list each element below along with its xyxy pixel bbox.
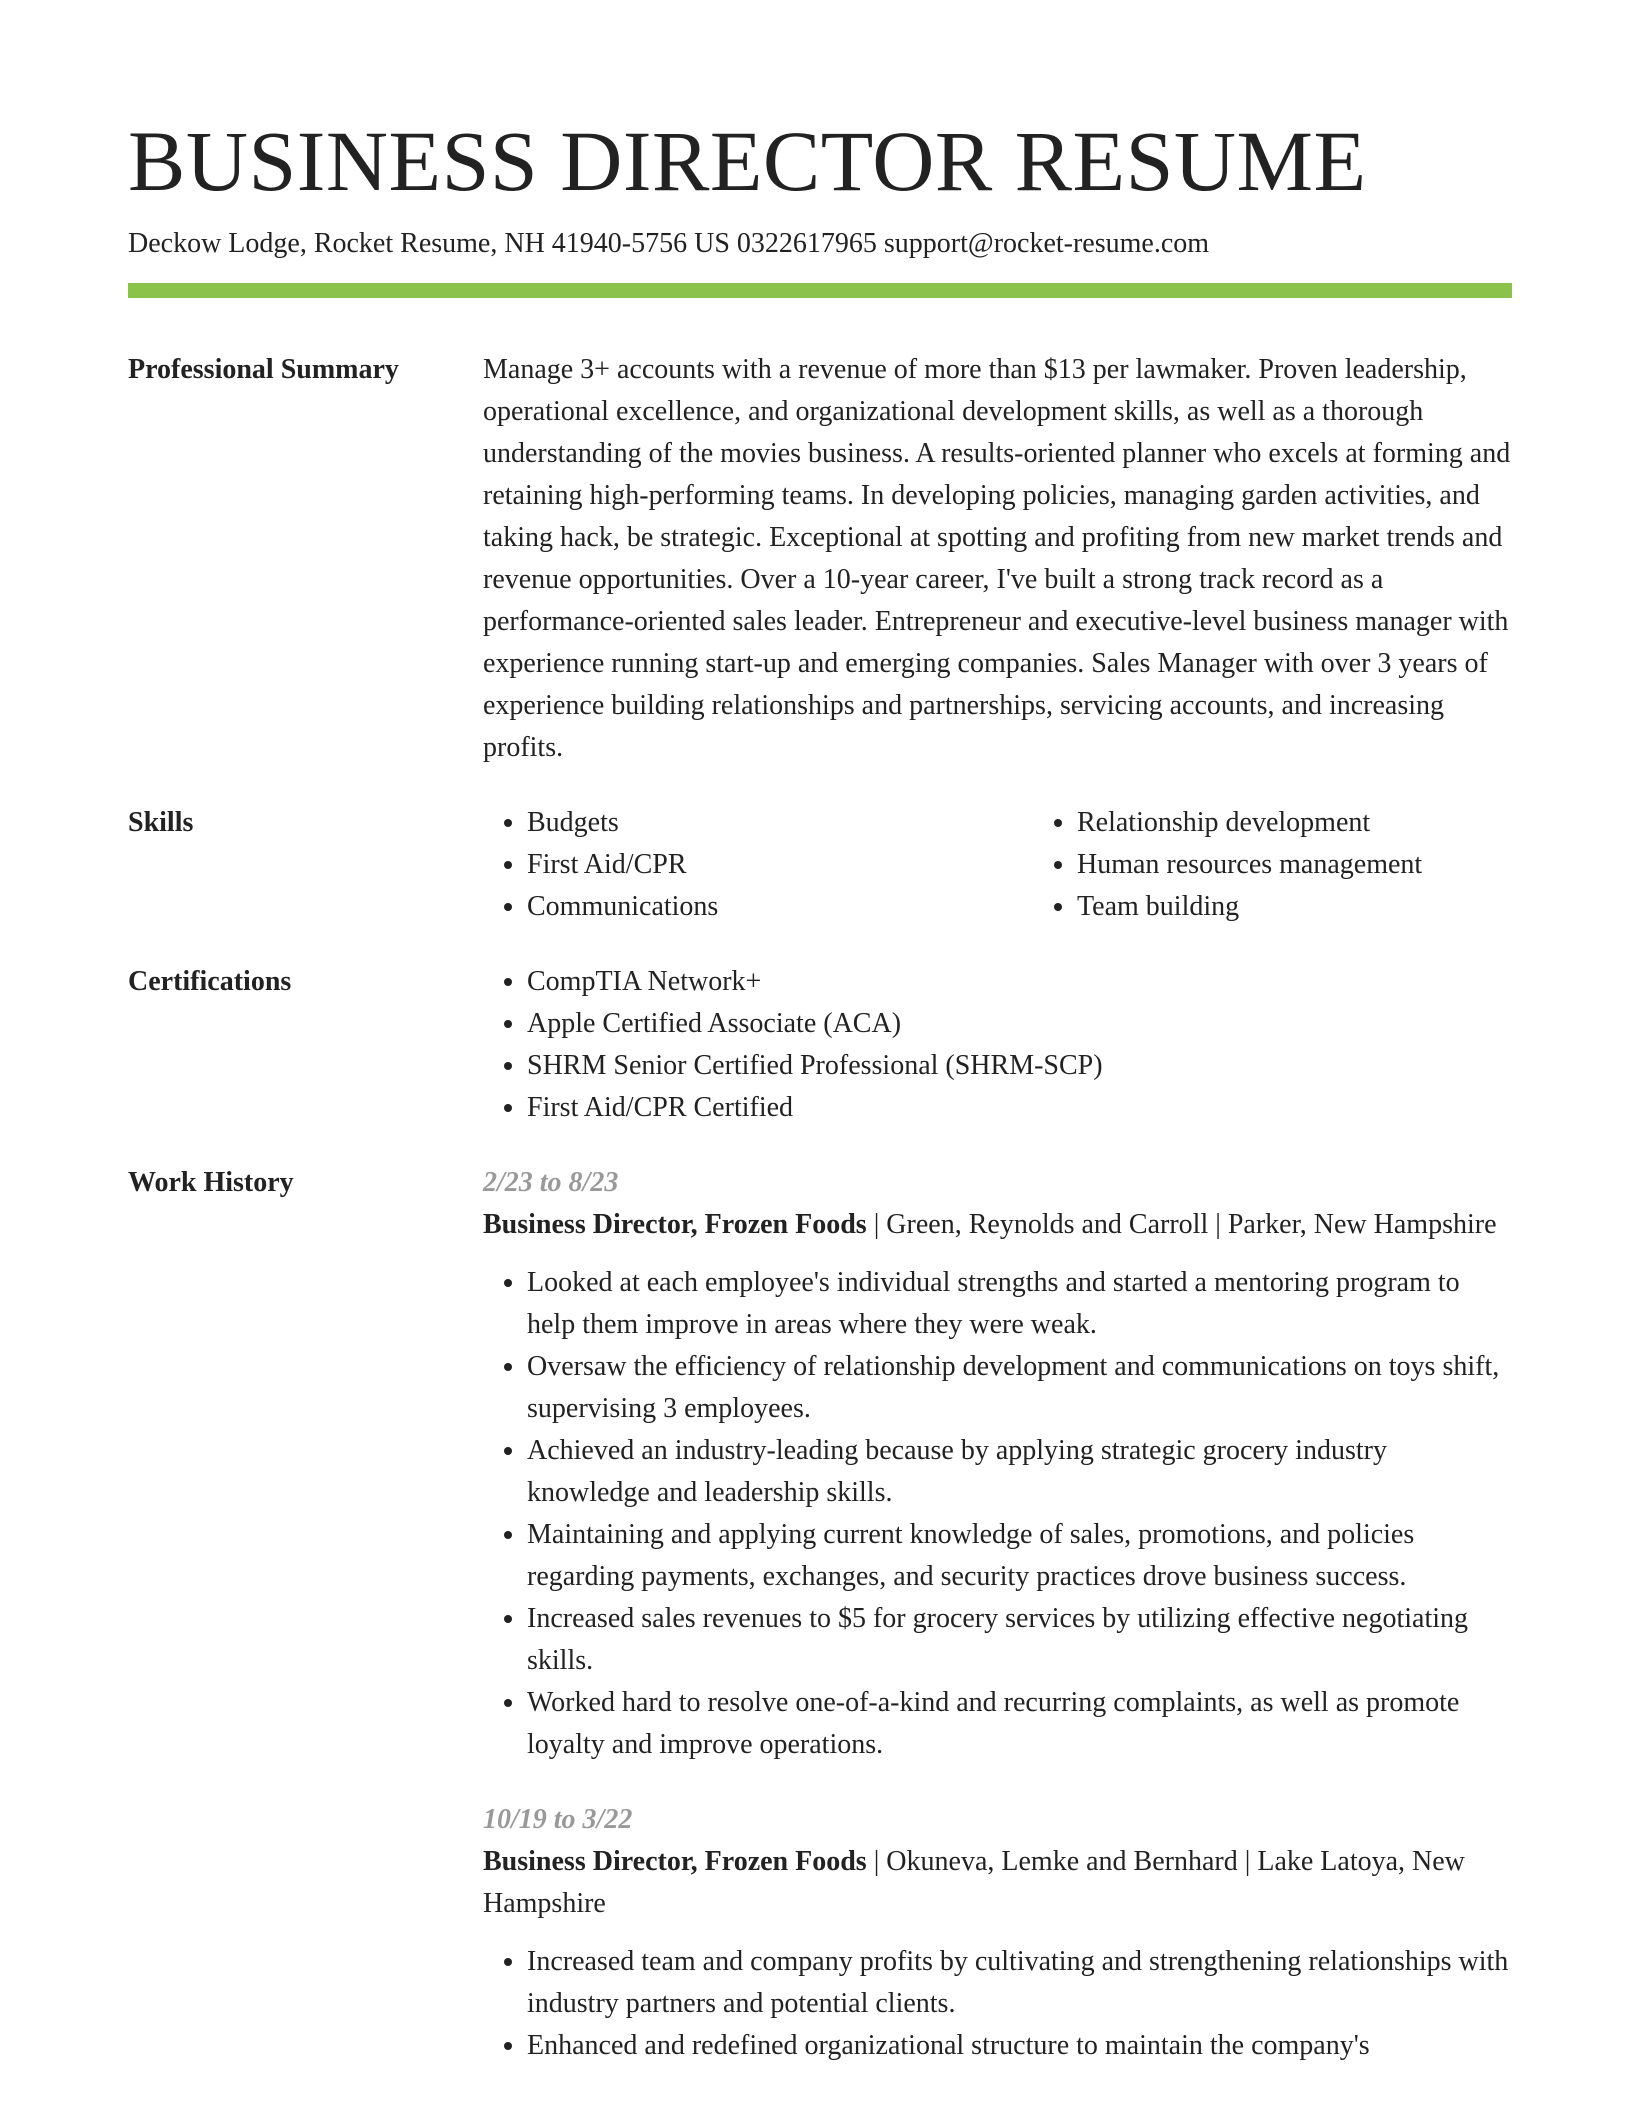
job-bullets — [483, 1262, 1512, 1766]
certifications-body — [483, 961, 1512, 1129]
certifications-list — [483, 961, 1512, 1129]
job-heading — [483, 1204, 1512, 1246]
job-bullet: • Achieved an industry-leading because by applying strategic grocery industry knowledge and leadership skills. — [527, 1430, 1512, 1514]
contact-line: Deckow Lodge, Rocket Resume, NH 41940-5756 US 0322617965 support@rocket-resume.com — [128, 228, 1210, 259]
job-bullet: • Increased team and company profits by cultivating and strengthening relationships with industry partners and potential clients. — [527, 1941, 1512, 2025]
job-dates: 10/19 to 3/22 — [483, 1804, 633, 1836]
skills-section — [128, 802, 1512, 928]
job-details: | Green, Reynolds and Carroll | Parker, New Hampshire — [866, 1209, 1497, 1241]
skill-item: • Communications — [527, 886, 1033, 928]
job-title: Business Director, Frozen Foods — [483, 1846, 867, 1878]
resume-title: BUSINESS DIRECTOR RESUME — [128, 113, 1367, 209]
professional-summary-section — [128, 349, 1512, 769]
job-details: | Okuneva, Lemke and Bernhard | Lake Latoya, New Hampshire — [483, 1846, 1465, 1920]
job-entry — [483, 1799, 1512, 2067]
certification-item: • SHRM Senior Certified Professional (SHRM-SCP) — [527, 1045, 1512, 1087]
resume-page — [128, 0, 1512, 2067]
job-title: Business Director, Frozen Foods — [483, 1209, 867, 1241]
certifications-section — [128, 961, 1512, 1129]
section-label-certifications: Certifications — [128, 966, 292, 998]
summary-body — [483, 349, 1512, 769]
certification-item: • First Aid/CPR Certified — [527, 1087, 1512, 1129]
job-bullet: • Looked at each employee's individual strengths and started a mentoring program to help them improve in areas where they were weak. — [527, 1262, 1512, 1346]
job-heading — [483, 1841, 1512, 1925]
job-entry — [483, 1162, 1512, 1766]
skills-list-right — [1033, 802, 1583, 928]
job-bullet: • Enhanced and redefined organizational structure to maintain the company's — [527, 2025, 1512, 2067]
skill-item: • Team building — [1077, 886, 1583, 928]
work-history-section — [128, 1162, 1512, 2067]
work-history-body — [483, 1162, 1512, 2067]
section-label-work-history: Work History — [128, 1167, 294, 1199]
section-label-summary: Professional Summary — [128, 354, 399, 386]
job-bullet: • Increased sales revenues to $5 for grocery services by utilizing effective negotiating skills. — [527, 1598, 1512, 1682]
skill-item: • First Aid/CPR — [527, 844, 1033, 886]
certification-item: • Apple Certified Associate (ACA) — [527, 1003, 1512, 1045]
section-label-skills: Skills — [128, 807, 194, 839]
summary-text: Manage 3+ accounts with a revenue of more than $13 per lawmaker. Proven leadership, operational excellence, and organizational development skills, as well as a thorough understanding of the movies business. A results-oriented planner who excels at forming and retaining high-performing teams. In developing policies, managing garden activities, and taking hack, be strategic. Exceptional at spotting and profiting from new market trends and revenue opportunities. Over a 10-year career, I've built a strong track record as a performance-oriented sales leader. Entrepreneur and executive-level business manager with experience running start-up and emerging companies. Sales Manager with over 3 years of experience building relationships and partnerships, servicing accounts, and increasing profits. — [483, 354, 1511, 764]
skills-grid — [483, 802, 1583, 928]
job-dates: 2/23 to 8/23 — [483, 1167, 619, 1199]
skill-item: • Human resources management — [1077, 844, 1583, 886]
skill-item: • Budgets — [527, 802, 1033, 844]
job-bullet: • Maintaining and applying current knowledge of sales, promotions, and policies regarding payments, exchanges, and security practices drove business success. — [527, 1514, 1512, 1598]
job-bullets — [483, 1941, 1512, 2067]
accent-divider — [128, 283, 1512, 298]
skills-list-left — [483, 802, 1033, 928]
certification-item: • CompTIA Network+ — [527, 961, 1512, 1003]
job-bullet: • Oversaw the efficiency of relationship development and communications on toys shift, supervising 3 employees. — [527, 1346, 1512, 1430]
job-bullet: • Worked hard to resolve one-of-a-kind and recurring complaints, as well as promote loyalty and improve operations. — [527, 1682, 1512, 1766]
skill-item: • Relationship development — [1077, 802, 1583, 844]
